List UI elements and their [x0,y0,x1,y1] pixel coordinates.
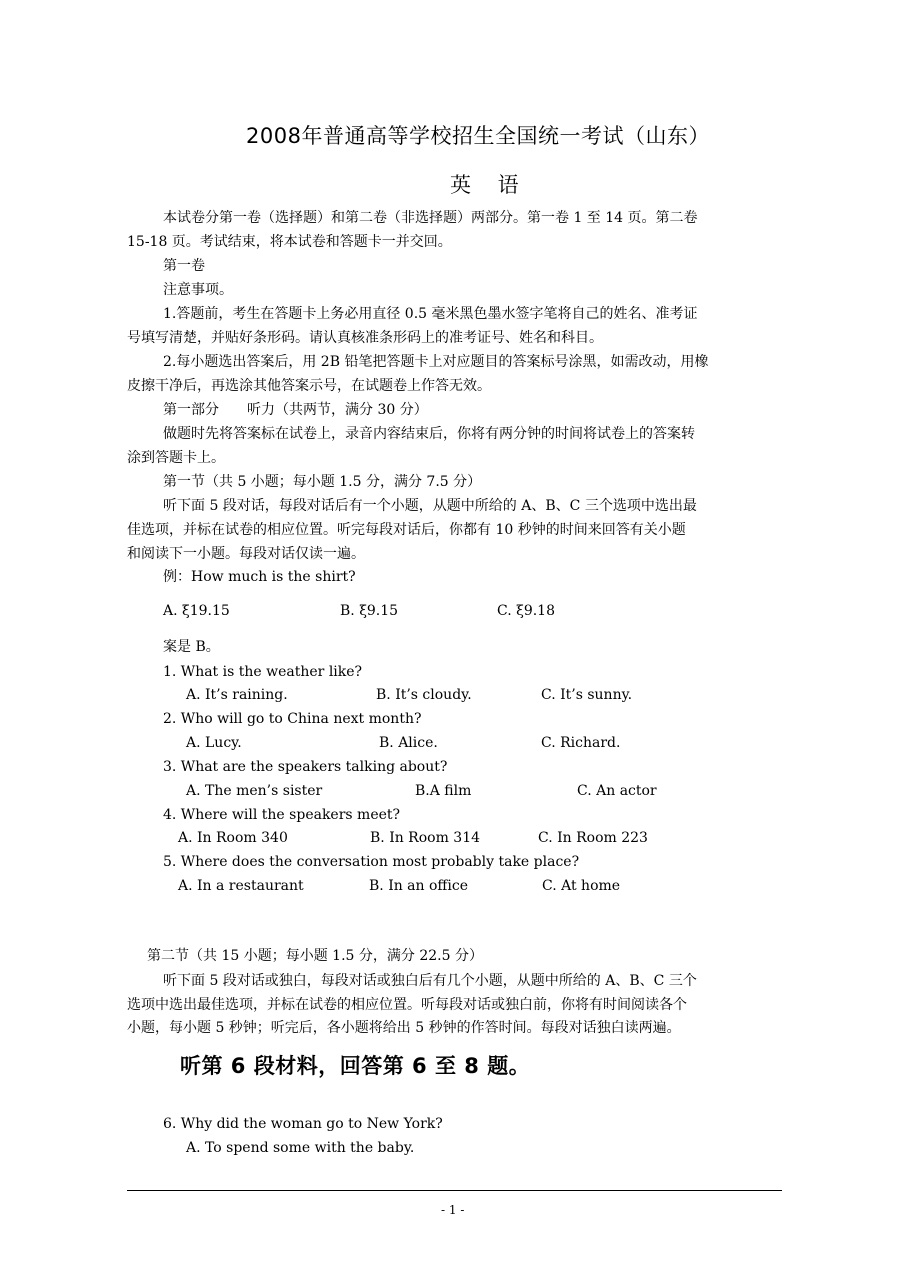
example-question: 例：How much is the shirt? [163,569,356,585]
question-text: 5. Where does the conversation most probably take place? [163,854,580,870]
option-a: A. To spend some with the baby. [186,1140,415,1156]
option-a: A. The men’s sister [186,783,323,799]
intro-line: 本试卷分第一卷（选择题）和第二卷（非选择题）两部分。第一卷 1 至 14 页。第二卷 [163,210,698,226]
footer-divider [127,1190,782,1191]
notice-title: 注意事项。 [163,282,233,298]
option-c: C. It’s sunny. [541,687,633,703]
section-description: 小题，每小题 5 秒钟；听完后，各小题将给出 5 秒钟的作答时间。每段对话独白读两遍。 [127,1020,681,1036]
example-option-a: A. ξ19.15 [163,603,230,619]
option-b: B.A film [415,783,472,799]
question-text: 1. What is the weather like? [163,664,363,680]
notice-item: 2.每小题选出答案后，用 2B 铅笔把答题卡上对应题目的答案标号涂黑，如需改动，用橡 [163,354,709,370]
example-option-b: B. ξ9.15 [340,603,399,619]
intro-line: 15-18 页。考试结束，将本试卷和答题卡一并交回。 [127,234,452,250]
option-c: C. At home [542,878,621,894]
part-description: 做题时先将答案标在试卷上，录音内容结束后，你将有两分钟的时间将试卷上的答案转 [163,426,695,442]
option-b: B. It’s cloudy. [376,687,472,703]
option-c: C. Richard. [541,735,621,751]
part-heading: 第一部分 听力（共两节，满分 30 分） [163,402,428,418]
section-description: 和阅读下一小题。每段对话仅读一遍。 [127,546,365,562]
volume-label: 第一卷 [163,258,205,274]
subject-title: 英 语 [450,173,529,197]
option-b: B. In Room 314 [370,830,481,846]
part-description: 涂到答题卡上。 [127,450,225,466]
option-b: B. In an office [369,878,468,894]
question-text: 2. Who will go to China next month? [163,711,422,727]
section-heading: 第一节（共 5 小题；每小题 1.5 分，满分 7.5 分） [163,474,482,490]
section-heading: 第二节（共 15 小题；每小题 1.5 分，满分 22.5 分） [147,948,483,964]
option-a: A. Lucy. [186,735,242,751]
notice-item: 1.答题前，考生在答题卡上务必用直径 0.5 毫米黑色墨水签字笔将自己的姓名、准考证 [163,306,698,322]
question-text: 4. Where will the speakers meet? [163,807,401,823]
section-description: 佳选项，并标在试卷的相应位置。听完每段对话后，你都有 10 秒钟的时间来回答有关小题 [127,522,686,538]
section-description: 选项中选出最佳选项，并标在试卷的相应位置。听每段对话或独白前，你将有时间阅读各个 [127,997,687,1013]
section-description: 听下面 5 段对话，每段对话后有一个小题，从题中所给的 A、B、C 三个选项中选出最 [163,498,697,514]
option-c: C. An actor [577,783,657,799]
page-number: - 1 - [441,1203,465,1217]
material-heading: 听第 6 段材料，回答第 6 至 8 题。 [180,1054,531,1078]
example-answer: 案是 B。 [163,639,220,655]
option-a: A. In a restaurant [178,878,304,894]
question-text: 6. Why did the woman go to New York? [163,1116,443,1132]
option-b: B. Alice. [379,735,438,751]
option-a: A. It’s raining. [186,687,288,703]
example-option-c: C. ξ9.18 [497,603,555,619]
question-text: 3. What are the speakers talking about? [163,759,448,775]
section-description: 听下面 5 段对话或独白，每段对话或独白后有几个小题，从题中所给的 A、B、C 三个 [163,973,697,989]
option-a: A. In Room 340 [178,830,288,846]
document-title: 2008年普通高等学校招生全国统一考试（山东） [246,124,710,148]
notice-item: 皮擦干净后，再选涂其他答案示号，在试题卷上作答无效。 [127,378,491,394]
notice-item: 号填写清楚，并贴好条形码。请认真核准条形码上的准考证号、姓名和科目。 [127,330,603,346]
option-c: C. In Room 223 [538,830,648,846]
